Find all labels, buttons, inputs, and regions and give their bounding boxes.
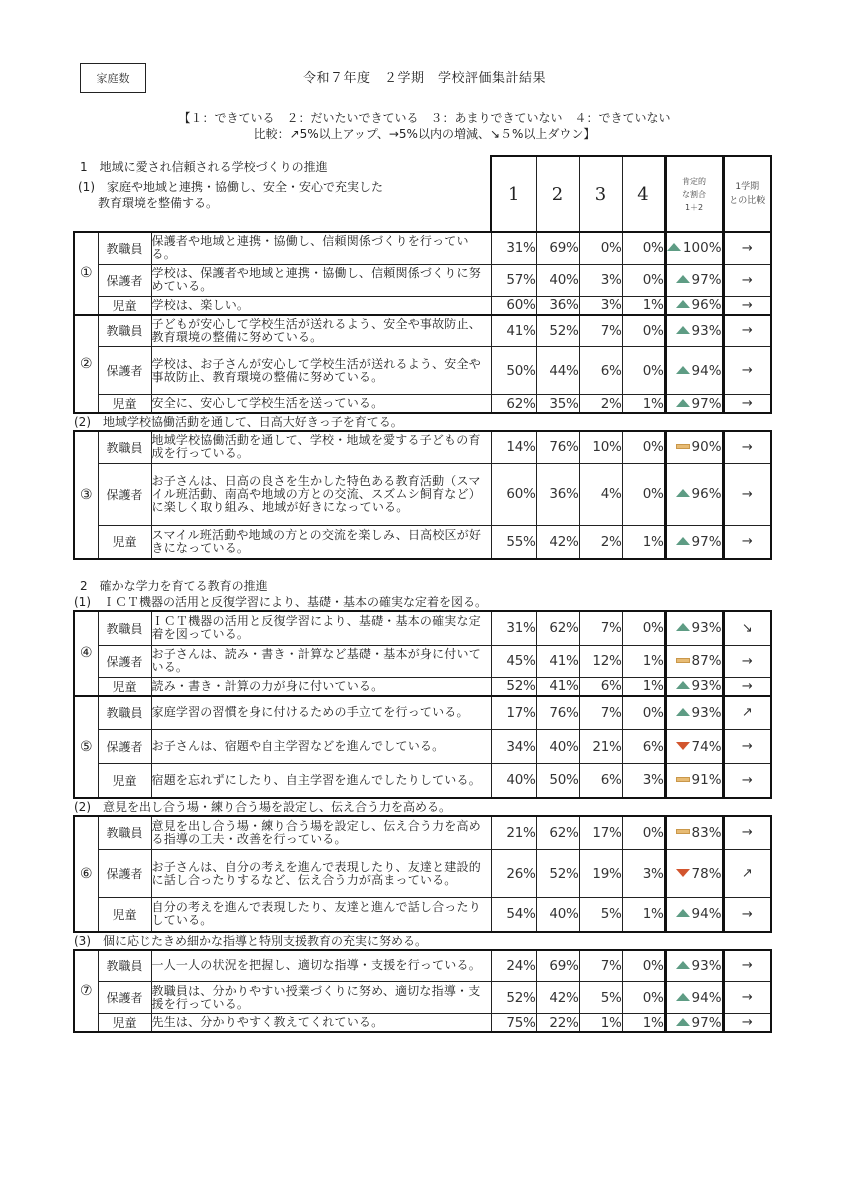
triangle-up-icon <box>676 399 690 407</box>
pct-rating-1: 34% <box>491 730 536 764</box>
triangle-up-icon <box>676 993 690 1001</box>
arrow-right-icon: → <box>723 431 771 463</box>
triangle-up-icon <box>676 326 690 334</box>
pct-rating-3: 17% <box>579 816 622 850</box>
pct-rating-2: 62% <box>536 611 579 645</box>
triangle-up-icon <box>676 275 690 283</box>
positive-ratio-value: 96% <box>691 486 722 502</box>
positive-ratio-value: 97% <box>691 395 722 412</box>
dash-icon <box>676 658 690 663</box>
triangle-up-icon <box>676 681 690 689</box>
respondent-role: 保護者 <box>98 645 151 677</box>
table-row <box>74 232 771 264</box>
arrow-right-icon: → <box>723 677 771 696</box>
arrow-right-icon: → <box>723 347 771 395</box>
pct-rating-1: 24% <box>491 950 536 982</box>
household-count-label: 家庭数 <box>80 63 146 93</box>
section-spacer <box>74 559 771 578</box>
pct-rating-2: 40% <box>536 898 579 932</box>
arrow-up-right-icon: ↗ <box>723 696 771 730</box>
pct-rating-2: 41% <box>536 677 579 696</box>
pct-rating-1: 50% <box>491 347 536 395</box>
table-row <box>74 982 771 1014</box>
table-row <box>74 816 771 850</box>
respondent-role: 教職員 <box>98 696 151 730</box>
triangle-up-icon <box>667 243 681 251</box>
pct-rating-4: 0% <box>622 315 665 347</box>
pct-rating-2: 69% <box>536 950 579 982</box>
pct-rating-3: 6% <box>579 347 622 395</box>
dash-icon <box>676 444 690 449</box>
dash-icon <box>676 829 690 834</box>
table-row <box>74 950 771 982</box>
evaluation-item-text: 学校は、保護者や地域と連携・協働し、信頼関係づくりに努めている。 <box>151 264 491 296</box>
evaluation-item-text: お子さんは、自分の考えを進んで表現したり、友達と建設的に話し合ったりするなど、伝え合う力が高まっている。 <box>151 850 491 898</box>
positive-ratio-cell <box>665 982 723 1014</box>
positive-ratio-value: 94% <box>691 906 722 923</box>
subsection-heading-row <box>74 594 771 611</box>
pct-rating-1: 31% <box>491 232 536 264</box>
pct-rating-1: 52% <box>491 982 536 1014</box>
evaluation-item-text: 家庭学習の習慣を身に付けるための手立てを行っている。 <box>151 696 491 730</box>
arrow-right-icon: → <box>723 296 771 315</box>
positive-ratio-value: 93% <box>691 322 722 339</box>
pct-rating-3: 4% <box>579 463 622 525</box>
respondent-role: 児童 <box>98 1014 151 1033</box>
positive-ratio-value: 83% <box>691 824 722 841</box>
evaluation-item-text: 安全に、安心して学校生活を送っている。 <box>151 395 491 414</box>
positive-ratio-value: 97% <box>691 533 722 550</box>
pct-rating-4: 1% <box>622 898 665 932</box>
arrow-down-right-icon: ↘ <box>723 611 771 645</box>
pct-rating-4: 0% <box>622 264 665 296</box>
positive-ratio-cell <box>665 696 723 730</box>
pct-rating-2: 36% <box>536 296 579 315</box>
positive-ratio-cell <box>665 525 723 559</box>
pct-rating-1: 41% <box>491 315 536 347</box>
rating-legend <box>0 110 849 142</box>
triangle-up-icon <box>676 300 690 308</box>
legend-scale: 【１：できている ２：だいたいできている ３：あまりできていない ４：できていない <box>178 111 671 125</box>
col-header-2: 2 <box>536 156 579 232</box>
pct-rating-2: 52% <box>536 315 579 347</box>
positive-ratio-cell <box>665 950 723 982</box>
pct-rating-4: 3% <box>622 850 665 898</box>
evaluation-item-text: お子さんは、宿題や自主学習などを進んでしている。 <box>151 730 491 764</box>
positive-ratio-value: 74% <box>691 738 722 755</box>
subsection-title: (3) 個に応じたきめ細かな指導と特別支援教育の充実に努める。 <box>74 933 428 948</box>
respondent-role: 保護者 <box>98 982 151 1014</box>
pct-rating-4: 0% <box>622 431 665 463</box>
pct-rating-4: 0% <box>622 950 665 982</box>
pct-rating-3: 3% <box>579 264 622 296</box>
pct-rating-3: 0% <box>579 232 622 264</box>
results-table <box>73 155 772 1033</box>
table-row <box>74 431 771 463</box>
evaluation-item-text: 学校は、お子さんが安心して学校生活が送れるよう、安全や事故防止、教育環境の整備に努めている。 <box>151 347 491 395</box>
positive-ratio-cell <box>665 677 723 696</box>
evaluation-item-text: 子どもが安心して学校生活が送れるよう、安全や事故防止、教育環境の整備に努めている。 <box>151 315 491 347</box>
evaluation-item-text: お子さんは、読み・書き・計算など基礎・基本が身に付いている。 <box>151 645 491 677</box>
pct-rating-2: 40% <box>536 730 579 764</box>
positive-ratio-value: 91% <box>691 772 722 789</box>
col-header-1: 1 <box>491 156 536 232</box>
respondent-role: 保護者 <box>98 850 151 898</box>
positive-ratio-value: 96% <box>691 297 722 313</box>
respondent-role: 保護者 <box>98 347 151 395</box>
table-row <box>74 850 771 898</box>
positive-ratio-cell <box>665 764 723 798</box>
pct-rating-2: 69% <box>536 232 579 264</box>
table-row <box>74 395 771 414</box>
pct-rating-1: 26% <box>491 850 536 898</box>
pct-rating-2: 42% <box>536 982 579 1014</box>
pct-rating-4: 0% <box>622 463 665 525</box>
pct-rating-2: 52% <box>536 850 579 898</box>
positive-ratio-value: 100% <box>682 240 722 257</box>
pct-rating-1: 45% <box>491 645 536 677</box>
pct-rating-4: 0% <box>622 696 665 730</box>
pct-rating-2: 42% <box>536 525 579 559</box>
item-number: ⑥ <box>74 816 98 932</box>
pct-rating-3: 10% <box>579 431 622 463</box>
triangle-up-icon <box>676 909 690 917</box>
dash-icon <box>676 777 690 782</box>
col-header-3: 3 <box>579 156 622 232</box>
table-row <box>74 1014 771 1033</box>
triangle-up-icon <box>676 1018 690 1026</box>
arrow-right-icon: → <box>723 1014 771 1033</box>
pct-rating-3: 7% <box>579 950 622 982</box>
legend-comparison: 比較：↗5%以上アップ、→5%以内の増減、↘５%以上ダウン】 <box>253 127 596 141</box>
triangle-up-icon <box>676 537 690 545</box>
respondent-role: 児童 <box>98 296 151 315</box>
positive-ratio-value: 94% <box>691 989 722 1006</box>
pct-rating-3: 1% <box>579 1014 622 1033</box>
table-row <box>74 611 771 645</box>
arrow-right-icon: → <box>723 950 771 982</box>
pct-rating-2: 62% <box>536 816 579 850</box>
arrow-right-icon: → <box>723 315 771 347</box>
pct-rating-1: 17% <box>491 696 536 730</box>
positive-ratio-value: 93% <box>691 678 722 694</box>
arrow-right-icon: → <box>723 264 771 296</box>
evaluation-item-text: 先生は、分かりやすく教えてくれている。 <box>151 1014 491 1033</box>
table-row <box>74 696 771 730</box>
pct-rating-3: 6% <box>579 677 622 696</box>
subsection-title: (1) 家庭や地域と連携・協働し、安全・安心で充実した <box>78 180 384 194</box>
table-row <box>74 764 771 798</box>
arrow-right-icon: → <box>723 982 771 1014</box>
triangle-down-icon <box>676 869 690 877</box>
positive-ratio-cell <box>665 850 723 898</box>
pct-rating-1: 14% <box>491 431 536 463</box>
respondent-role: 教職員 <box>98 315 151 347</box>
arrow-right-icon: → <box>723 764 771 798</box>
section-1-heading <box>74 156 491 232</box>
pct-rating-3: 21% <box>579 730 622 764</box>
subsection-title-cont: 教育環境を整備する。 <box>98 196 219 210</box>
pct-rating-1: 60% <box>491 463 536 525</box>
triangle-up-icon <box>676 366 690 374</box>
positive-ratio-cell <box>665 264 723 296</box>
positive-ratio-value: 97% <box>691 272 722 288</box>
pct-rating-4: 0% <box>622 611 665 645</box>
positive-ratio-value: 93% <box>691 620 722 637</box>
positive-ratio-cell <box>665 347 723 395</box>
triangle-up-icon <box>676 623 690 631</box>
subsection-title: (1) ＩＣＴ機器の活用と反復学習により、基礎・基本の確実な定着を図る。 <box>74 595 488 609</box>
section-heading-row <box>74 578 771 594</box>
respondent-role: 児童 <box>98 395 151 414</box>
section-title: 2 確かな学力を育てる教育の推進 <box>80 579 268 593</box>
respondent-role: 保護者 <box>98 463 151 525</box>
item-number: ⑦ <box>74 950 98 1033</box>
table-row <box>74 525 771 559</box>
evaluation-item-text: 学校は、楽しい。 <box>151 296 491 315</box>
evaluation-item-text: 保護者や地域と連携・協働し、信頼関係づくりを行っている。 <box>151 232 491 264</box>
pct-rating-4: 1% <box>622 296 665 315</box>
evaluation-item-text: 地域学校協働活動を通して、学校・地域を愛する子どもの育成を行っている。 <box>151 431 491 463</box>
positive-ratio-cell <box>665 645 723 677</box>
positive-ratio-value: 93% <box>691 704 722 721</box>
evaluation-item-text: 一人一人の状況を把握し、適切な指導・支援を行っている。 <box>151 950 491 982</box>
pct-rating-2: 22% <box>536 1014 579 1033</box>
pct-rating-4: 1% <box>622 645 665 677</box>
pct-rating-3: 12% <box>579 645 622 677</box>
table-row <box>74 347 771 395</box>
positive-ratio-cell <box>665 816 723 850</box>
pct-rating-2: 36% <box>536 463 579 525</box>
pct-rating-4: 0% <box>622 982 665 1014</box>
pct-rating-2: 41% <box>536 645 579 677</box>
item-number: ③ <box>74 431 98 559</box>
positive-ratio-value: 90% <box>691 439 722 456</box>
respondent-role: 教職員 <box>98 232 151 264</box>
evaluation-item-text: 宿題を忘れずにしたり、自主学習を進んでしたりしている。 <box>151 764 491 798</box>
positive-ratio-value: 78% <box>691 865 722 882</box>
pct-rating-3: 2% <box>579 525 622 559</box>
positive-ratio-value: 97% <box>691 1014 722 1031</box>
evaluation-item-text: 読み・書き・計算の力が身に付いている。 <box>151 677 491 696</box>
item-number: ② <box>74 315 98 414</box>
table-row <box>74 677 771 696</box>
pct-rating-1: 40% <box>491 764 536 798</box>
pct-rating-3: 7% <box>579 611 622 645</box>
pct-rating-4: 3% <box>622 764 665 798</box>
item-number: ④ <box>74 611 98 696</box>
evaluation-item-text: スマイル班活動や地域の方との交流を楽しみ、日高校区が好きになっている。 <box>151 525 491 559</box>
pct-rating-2: 76% <box>536 431 579 463</box>
pct-rating-3: 19% <box>579 850 622 898</box>
respondent-role: 児童 <box>98 677 151 696</box>
positive-ratio-cell <box>665 611 723 645</box>
pct-rating-3: 7% <box>579 696 622 730</box>
pct-rating-1: 31% <box>491 611 536 645</box>
positive-ratio-value: 93% <box>691 957 722 974</box>
table-row <box>74 296 771 315</box>
triangle-up-icon <box>676 708 690 716</box>
pct-rating-1: 60% <box>491 296 536 315</box>
positive-ratio-value: 94% <box>691 362 722 379</box>
subsection-title: (2) 地域学校協働活動を通して、日高大好きっ子を育てる。 <box>74 415 403 429</box>
pct-rating-4: 0% <box>622 347 665 395</box>
respondent-role: 教職員 <box>98 950 151 982</box>
table-header-row <box>74 156 771 232</box>
respondent-role: 教職員 <box>98 431 151 463</box>
pct-rating-1: 55% <box>491 525 536 559</box>
respondent-role: 保護者 <box>98 730 151 764</box>
pct-rating-4: 1% <box>622 525 665 559</box>
table-row <box>74 315 771 347</box>
arrow-right-icon: → <box>723 898 771 932</box>
pct-rating-2: 35% <box>536 395 579 414</box>
col-header-4: 4 <box>622 156 665 232</box>
arrow-right-icon: → <box>723 730 771 764</box>
pct-rating-4: 0% <box>622 232 665 264</box>
subsection-heading-row <box>74 798 771 816</box>
positive-ratio-cell <box>665 315 723 347</box>
respondent-role: 教職員 <box>98 816 151 850</box>
col-header-term1-compare: 1学期 との比較 <box>723 156 771 232</box>
pct-rating-1: 75% <box>491 1014 536 1033</box>
arrow-right-icon: → <box>723 525 771 559</box>
pct-rating-2: 40% <box>536 264 579 296</box>
subsection-heading-row <box>74 413 771 431</box>
pct-rating-4: 1% <box>622 677 665 696</box>
respondent-role: 児童 <box>98 898 151 932</box>
triangle-up-icon <box>676 961 690 969</box>
pct-rating-2: 44% <box>536 347 579 395</box>
respondent-role: 保護者 <box>98 264 151 296</box>
evaluation-item-text: 意見を出し合う場・練り合う場を設定し、伝え合う力を高める指導の工夫・改善を行っている。 <box>151 816 491 850</box>
results-table-container <box>73 155 770 1033</box>
respondent-role: 児童 <box>98 525 151 559</box>
positive-ratio-cell <box>665 232 723 264</box>
item-number: ⑤ <box>74 696 98 798</box>
positive-ratio-cell <box>665 1014 723 1033</box>
evaluation-item-text: 教職員は、分かりやすい授業づくりに努め、適切な指導・支援を行っている。 <box>151 982 491 1014</box>
table-row <box>74 730 771 764</box>
pct-rating-3: 2% <box>579 395 622 414</box>
positive-ratio-cell <box>665 898 723 932</box>
arrow-right-icon: → <box>723 463 771 525</box>
pct-rating-1: 62% <box>491 395 536 414</box>
pct-rating-1: 52% <box>491 677 536 696</box>
arrow-right-icon: → <box>723 816 771 850</box>
evaluation-item-text: お子さんは、日高の良さを生かした特色ある教育活動（スマイル班活動、南高や地域の方との交流、スズムシ飼育など）に楽しく取り組み、地域が好きになっている。 <box>151 463 491 525</box>
pct-rating-1: 57% <box>491 264 536 296</box>
pct-rating-4: 0% <box>622 816 665 850</box>
col-header-positive-ratio: 肯定的 な割合 1＋2 <box>665 156 723 232</box>
table-row <box>74 463 771 525</box>
positive-ratio-cell <box>665 463 723 525</box>
positive-ratio-cell <box>665 395 723 414</box>
respondent-role: 児童 <box>98 764 151 798</box>
pct-rating-3: 5% <box>579 982 622 1014</box>
arrow-right-icon: → <box>723 645 771 677</box>
triangle-down-icon <box>676 742 690 750</box>
pct-rating-3: 3% <box>579 296 622 315</box>
respondent-role: 教職員 <box>98 611 151 645</box>
table-row <box>74 898 771 932</box>
pct-rating-2: 76% <box>536 696 579 730</box>
pct-rating-4: 1% <box>622 1014 665 1033</box>
triangle-up-icon <box>676 489 690 497</box>
pct-rating-1: 21% <box>491 816 536 850</box>
pct-rating-3: 7% <box>579 315 622 347</box>
arrow-right-icon: → <box>723 232 771 264</box>
positive-ratio-cell <box>665 730 723 764</box>
evaluation-item-text: ＩＣＴ機器の活用と反復学習により、基礎・基本の確実な定着を図っている。 <box>151 611 491 645</box>
section-title: 1 地域に愛され信頼される学校づくりの推進 <box>80 160 328 174</box>
pct-rating-1: 54% <box>491 898 536 932</box>
positive-ratio-cell <box>665 296 723 315</box>
pct-rating-3: 6% <box>579 764 622 798</box>
table-row <box>74 645 771 677</box>
pct-rating-2: 50% <box>536 764 579 798</box>
pct-rating-3: 5% <box>579 898 622 932</box>
pct-rating-4: 6% <box>622 730 665 764</box>
arrow-right-icon: → <box>723 395 771 414</box>
pct-rating-4: 1% <box>622 395 665 414</box>
subsection-title: (2) 意見を出し合う場・練り合う場を設定し、伝え合う力を高める。 <box>74 799 452 814</box>
table-row <box>74 264 771 296</box>
item-number: ① <box>74 232 98 315</box>
positive-ratio-cell <box>665 431 723 463</box>
evaluation-item-text: 自分の考えを進んで表現したり、友達と進んで話し合ったりしている。 <box>151 898 491 932</box>
page-title: 令和７年度 ２学期 学校評価集計結果 <box>302 71 546 86</box>
subsection-heading-row <box>74 932 771 950</box>
positive-ratio-value: 87% <box>691 653 722 669</box>
arrow-up-right-icon: ↗ <box>723 850 771 898</box>
